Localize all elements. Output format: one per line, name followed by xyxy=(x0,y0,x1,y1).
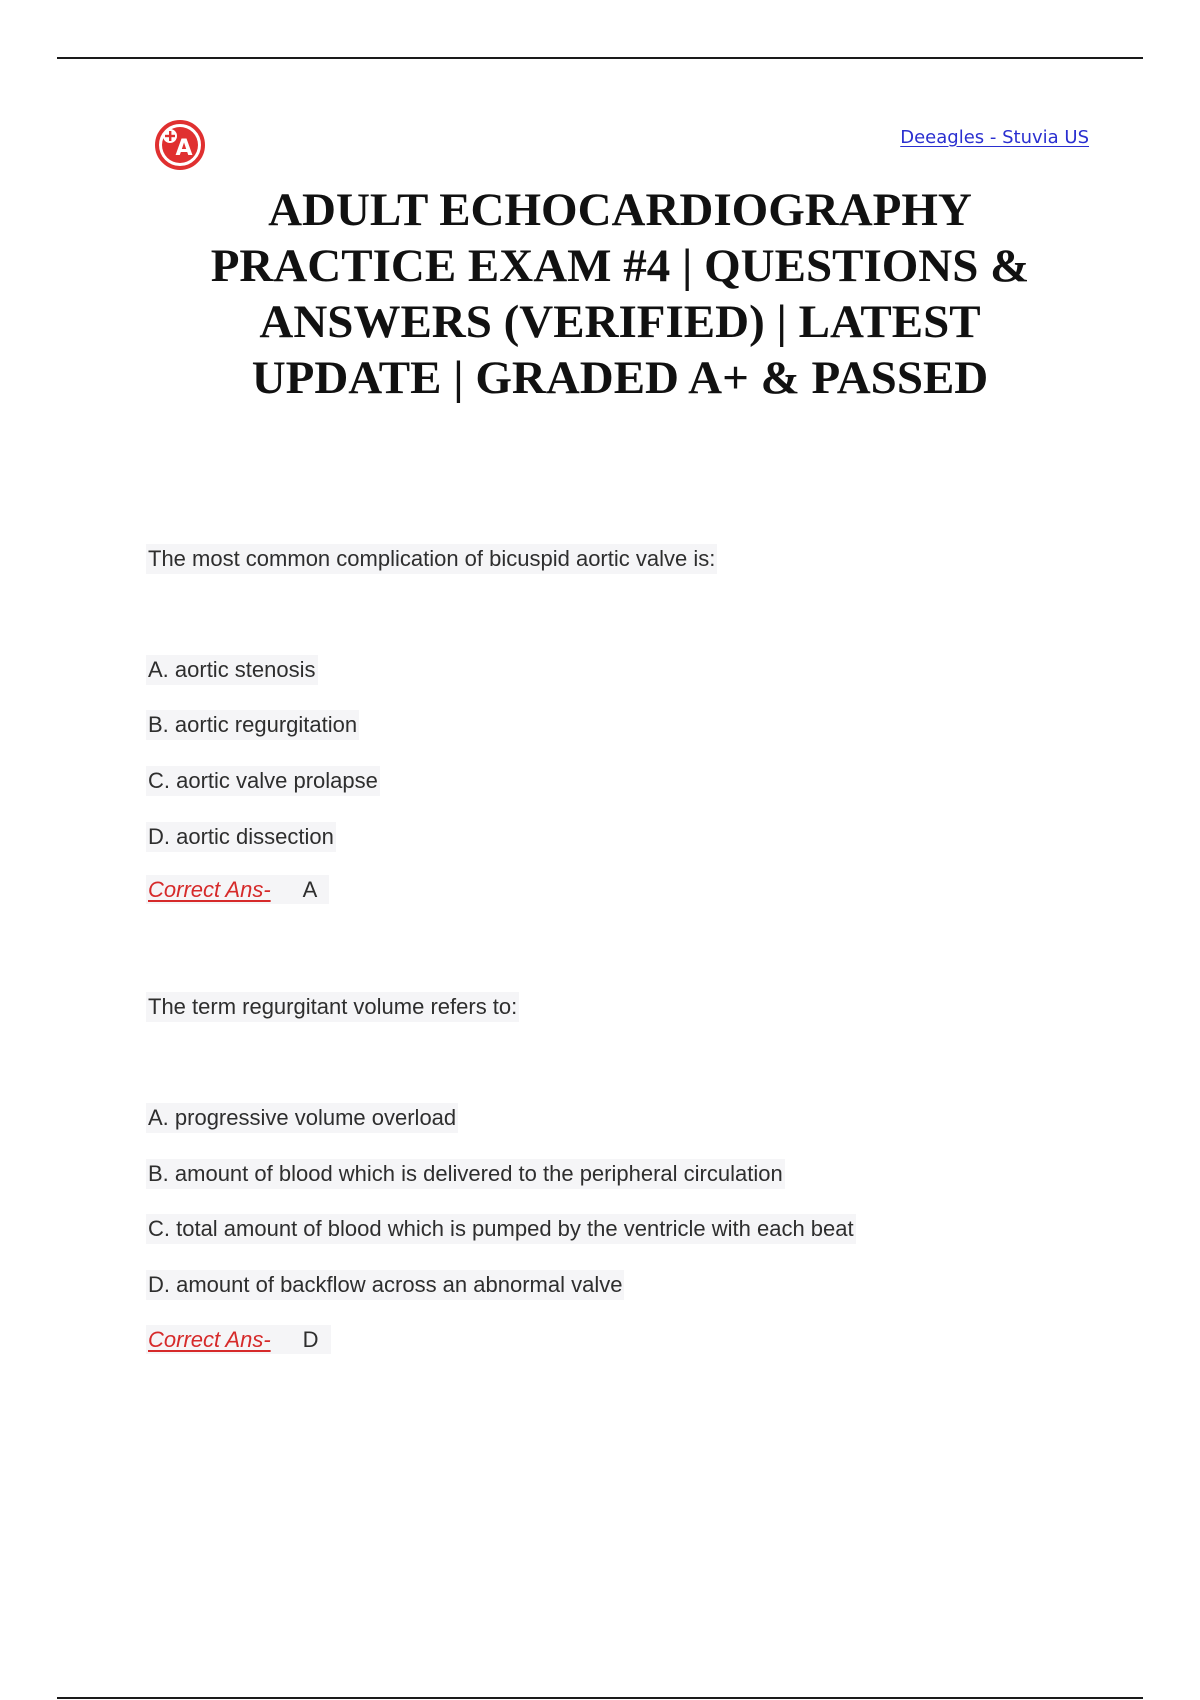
answer-option: A. progressive volume overload xyxy=(146,1103,458,1133)
page-title xyxy=(120,182,1120,406)
title-line: UPDATE | GRADED A+ & PASSED xyxy=(251,352,989,404)
title-line: ADULT ECHOCARDIOGRAPHY xyxy=(268,184,972,236)
answer-option: D. amount of backflow across an abnormal valve xyxy=(146,1270,624,1300)
answer-option: B. aortic regurgitation xyxy=(146,710,359,740)
source-link[interactable]: Deeagles - Stuvia US xyxy=(900,127,1089,148)
top-rule xyxy=(57,57,1143,59)
correct-answer-label: Correct Ans- xyxy=(148,1327,271,1352)
bottom-rule xyxy=(57,1697,1143,1699)
question-prompt: The term regurgitant volume refers to: xyxy=(146,992,519,1022)
answer-option: D. aortic dissection xyxy=(146,822,336,852)
correct-answer-value: D xyxy=(273,1325,331,1354)
correct-answer-label: Correct Ans- xyxy=(148,877,271,902)
answer-option: A. aortic stenosis xyxy=(146,655,318,685)
correct-answer-value: A xyxy=(273,875,330,904)
correct-answer xyxy=(146,877,329,903)
question-prompt: The most common complication of bicuspid aortic valve is: xyxy=(146,544,717,574)
correct-answer xyxy=(146,1327,331,1353)
plus-a-grade-logo-icon xyxy=(154,119,206,171)
title-line: PRACTICE EXAM #4 | QUESTIONS & xyxy=(210,240,1030,292)
answer-option: C. total amount of blood which is pumped by the ventricle with each beat xyxy=(146,1214,856,1244)
answer-option: B. amount of blood which is delivered to the peripheral circulation xyxy=(146,1159,785,1189)
svg-text:A: A xyxy=(175,136,193,161)
answer-option: C. aortic valve prolapse xyxy=(146,766,380,796)
title-line: ANSWERS (VERIFIED) | LATEST xyxy=(259,296,981,348)
